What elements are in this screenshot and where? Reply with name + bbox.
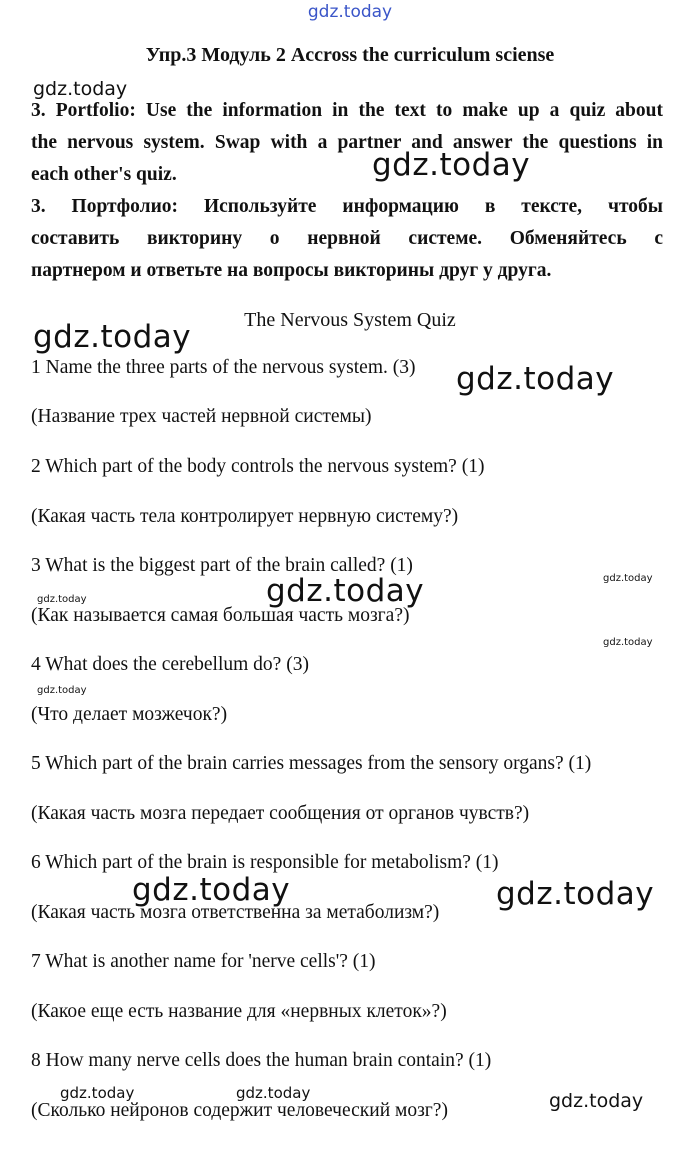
question-en: 8 How many nerve cells does the human brain contain? (1) — [31, 1050, 492, 1071]
question-ru: (Что делает мозжечок?) — [31, 704, 228, 725]
watermark: gdz.today — [37, 594, 87, 605]
question-ru: (Какая часть тела контролирует нервную систему?) — [31, 506, 459, 527]
watermark: gdz.today — [266, 573, 425, 609]
watermark: gdz.today — [603, 573, 653, 584]
question-en: 7 What is another name for 'nerve cells'? (1) — [31, 951, 376, 972]
page-title: Упр.3 Модуль 2 Accross the curriculum sciense — [145, 44, 555, 66]
task-russian-line: партнером и ответьте на вопросы викторины друг у друга. — [31, 260, 552, 281]
watermark: gdz.today — [603, 637, 653, 648]
question-ru: (Какая часть мозга ответственна за метаболизм?) — [31, 902, 440, 923]
task-english — [31, 95, 663, 191]
task-russian — [31, 191, 663, 287]
question-en: 5 Which part of the brain carries messages from the sensory organs? (1) — [31, 753, 592, 774]
task-russian-line: составить викторину о нервной системе. Обменяйтесь с — [31, 228, 663, 249]
question-ru: (Название трех частей нервной системы) — [31, 406, 372, 427]
watermark: gdz.today — [37, 685, 87, 696]
watermark: gdz.today — [60, 1084, 135, 1102]
task-english-line: each other's quiz. — [31, 164, 177, 185]
question-ru: (Как называется самая большая часть мозга?) — [31, 605, 410, 626]
watermark: gdz.today — [496, 876, 655, 912]
quiz-title: The Nervous System Quiz — [244, 309, 456, 331]
question-en: 4 What does the cerebellum do? (3) — [31, 654, 309, 675]
question-ru: (Какая часть мозга передает сообщения от органов чувств?) — [31, 803, 530, 824]
task-english-line: the nervous system. Swap with a partner and answer the questions in — [31, 132, 663, 153]
task-english-line: 3. Portfolio: Use the information in the text to make up a quiz about — [31, 100, 663, 121]
watermark: gdz.today — [132, 872, 291, 908]
watermark: gdz.today — [33, 78, 128, 100]
task-russian-line: 3. Портфолио: Используйте информацию в тексте, чтобы — [31, 196, 663, 217]
watermark: gdz.today — [549, 1090, 644, 1112]
watermark: gdz.today — [456, 361, 615, 397]
question-en: 3 What is the biggest part of the brain called? (1) — [31, 555, 413, 576]
watermark: gdz.today — [372, 147, 531, 183]
watermark: gdz.today — [236, 1084, 311, 1102]
watermark: gdz.today — [33, 319, 192, 355]
question-en: 1 Name the three parts of the nervous system. (3) — [31, 357, 416, 378]
question-en: 2 Which part of the body controls the nervous system? (1) — [31, 456, 485, 477]
question-ru: (Какое еще есть название для «нервных клеток»?) — [31, 1001, 447, 1022]
question-en: 6 Which part of the brain is responsible for metabolism? (1) — [31, 852, 499, 873]
site-header-link[interactable]: gdz.today — [307, 2, 393, 22]
question-ru: (Сколько нейронов содержит человеческий мозг?) — [31, 1100, 448, 1121]
